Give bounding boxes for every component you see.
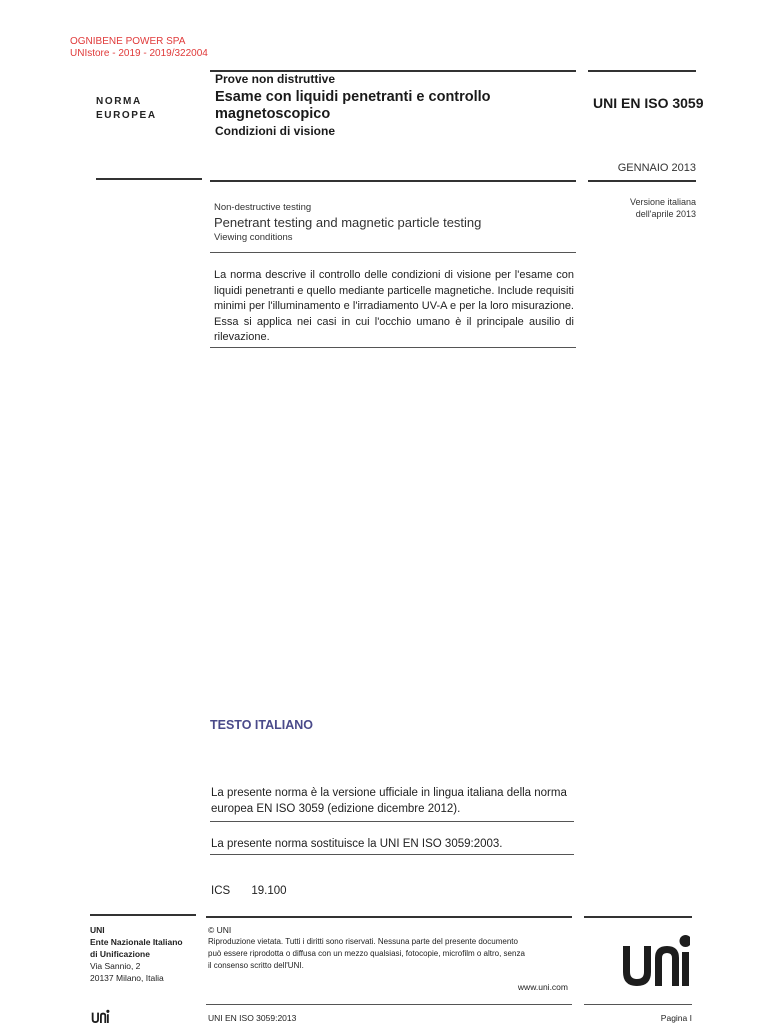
rule-abstract [210,347,576,348]
rule-bottom-right [584,1004,692,1005]
testo-italiano-heading: TESTO ITALIANO [210,718,314,732]
rule-top-right [588,70,696,72]
rule-footer-right [584,916,692,918]
org-address-1: Via Sannio, 2 [90,961,141,971]
uni-small-logo [90,1008,110,1024]
title-block [215,72,575,138]
rule-header-right [588,180,696,182]
rights-line-2: può essere riprodotta o diffusa con un mezzo qualsiasi, fotocopie, microfilm o altro, senza [208,949,525,958]
ics-value: 19.100 [251,885,287,897]
org-address-2: 20137 Milano, Italia [90,973,164,983]
subtitle-en: Viewing conditions [214,232,293,243]
uni-organization [90,924,200,984]
uni-logo-mark [620,928,690,990]
rule-header-main [210,180,576,182]
subject-it: Prove non distruttive [215,72,336,86]
publication-date: GENNAIO 2013 [617,162,696,174]
stamp-line-1: OGNIBENE POWER SPA [70,36,186,47]
norma-line-2: EUROPEA [96,110,157,121]
norma-europea-label [96,95,157,123]
official-version-note: La presente norma è la versione ufficiale in lingua italiana della norma europea EN ISO 3059 (edizione dicembre 2012). [211,787,567,815]
version-line-1: Versione italiana [629,197,696,207]
version-line-2: dell'aprile 2013 [635,209,696,219]
uni-small-logo-mark [90,1008,110,1024]
store-stamp [70,36,208,60]
rule-footer-main [206,916,572,918]
norma-line-1: NORMA [96,96,142,107]
doc-reference: UNI EN ISO 3059:2013 [208,1013,297,1023]
english-title-block [214,202,574,243]
supersedes-note: La presente norma sostituisce la UNI EN ISO 3059:2003. [211,838,503,850]
version-note [630,196,696,220]
subtitle-it: Condizioni di visione [215,124,335,138]
rights-line-3: il consenso scritto dell'UNI. [208,961,304,970]
rule-para1 [210,821,574,822]
org-name-1: Ente Nazionale Italiano [90,937,183,947]
org-name-2: di Unificazione [90,949,150,959]
title-it-line-2: magnetoscopico [215,106,331,122]
title-en: Penetrant testing and magnetic particle testing [214,215,482,230]
standard-code: UNI EN ISO 3059 [593,95,704,111]
website-link[interactable]: www.uni.com [517,982,568,992]
rule-header-left [96,178,202,180]
subject-en: Non-destructive testing [214,202,312,213]
rule-para2 [210,854,574,855]
abstract: La norma descrive il controllo delle condizioni di visione per l'esame con liquidi penetranti e quello mediante particelle magnetiche. Include requisiti minimi per l'illuminamento e l'irradiamento UV-A e per la loro misurazione. Essa si applica nei casi in cui l'occhio umano è il principale ausilio di rilevazione. [214,269,574,343]
rule-footer-left [90,914,196,916]
ics-code [211,883,287,899]
rule-english [210,252,576,253]
title-it-line-1: Esame con liquidi penetranti e controllo [215,89,491,105]
rule-bottom-main [206,1004,572,1005]
ics-label: ICS [211,885,231,897]
stamp-line-2: UNIstore - 2019 - 2019/322004 [70,48,208,59]
page-number: Pagina I [660,1013,692,1023]
org-short: UNI [90,925,105,935]
copyright-block [208,924,574,972]
copyright: © UNI [208,925,232,935]
uni-logo [620,928,690,990]
rights-line-1: Riproduzione vietata. Tutti i diritti sono riservati. Nessuna parte del presente documento [208,937,518,946]
